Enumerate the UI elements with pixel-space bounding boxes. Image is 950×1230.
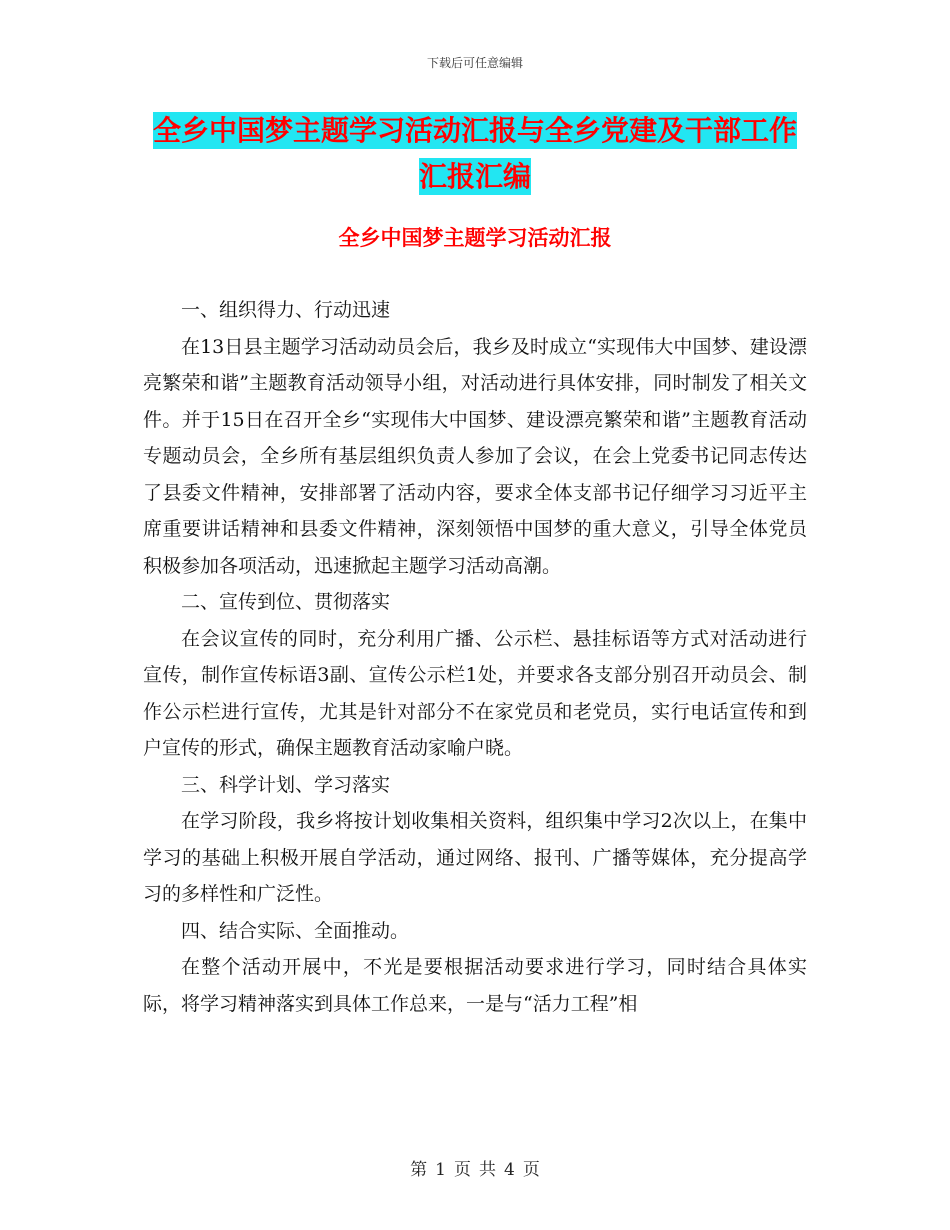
page-prefix: 第 bbox=[410, 1160, 428, 1180]
paragraph-3: 在学习阶段，我乡将按计划收集相关资料，组织集中学习2次以上，在集中学习的基础上积极开展自学活动，通过网络、报刊、广播等媒体，充分提高学习的多样性和广泛性。 bbox=[143, 810, 807, 905]
page-footer bbox=[0, 1155, 950, 1180]
heading-4: 四、结合实际、全面推动。 bbox=[181, 919, 410, 942]
total-prefix: 共 bbox=[479, 1160, 496, 1180]
document-title bbox=[140, 108, 810, 200]
paragraph-1: 在13日县主题学习活动动员会后，我乡及时成立“实现伟大中国梦、建设漂亮繁荣和谐”主题教育活动领导小组，对活动进行具体安排，同时制发了相关文件。并于15日在召开全乡“实现伟大中国梦、建设漂亮繁荣和谐”主题教育活动专题动员会，全乡所有基层组织负责人参加了会议，在会上党委书记同志传达了县委文件精神，安排部署了活动内容，要求全体支部书记仔细学习习近平主席重要讲话精神和县委文件精神，深刻领悟中国梦的重大意义，引导全体党员积极参加各项活动，迅速掀起主题学习活动高潮。 bbox=[143, 335, 807, 577]
paragraph-4: 在整个活动开展中，不光是要根据活动要求进行学习，同时结合具体实际，将学习精神落实到具体工作总来，一是与“活力工程”相 bbox=[143, 956, 807, 1015]
header-note: 下载后可任意编辑 bbox=[426, 56, 523, 70]
section-title: 全乡中国梦主题学习活动汇报 bbox=[338, 226, 612, 250]
heading-2: 二、宣传到位、贯彻落实 bbox=[181, 591, 391, 613]
paragraph-2: 在会议宣传的同时，充分利用广播、公示栏、悬挂标语等方式对活动进行宣传，制作宣传标语3副、宣传公示栏1处，并要求各支部分别召开动员会、制作公示栏进行宣传，尤其是针对部分不在家党员和老党员，实行电话宣传和到户宣传的形式，确保主题教育活动家喻户晓。 bbox=[143, 627, 807, 759]
heading-1: 一、组织得力、行动迅速 bbox=[181, 299, 391, 321]
document-title-line-2: 汇报汇编 bbox=[418, 160, 531, 193]
page-current: 1 bbox=[435, 1160, 446, 1180]
body-text bbox=[143, 292, 807, 1022]
page-total: 4 bbox=[504, 1160, 515, 1180]
page-mid: 页 bbox=[454, 1160, 471, 1180]
page-suffix: 页 bbox=[522, 1160, 540, 1180]
heading-3: 三、科学计划、学习落实 bbox=[181, 773, 391, 796]
document-title-line-1: 全乡中国梦主题学习活动汇报与全乡党建及干部工作 bbox=[152, 114, 797, 147]
